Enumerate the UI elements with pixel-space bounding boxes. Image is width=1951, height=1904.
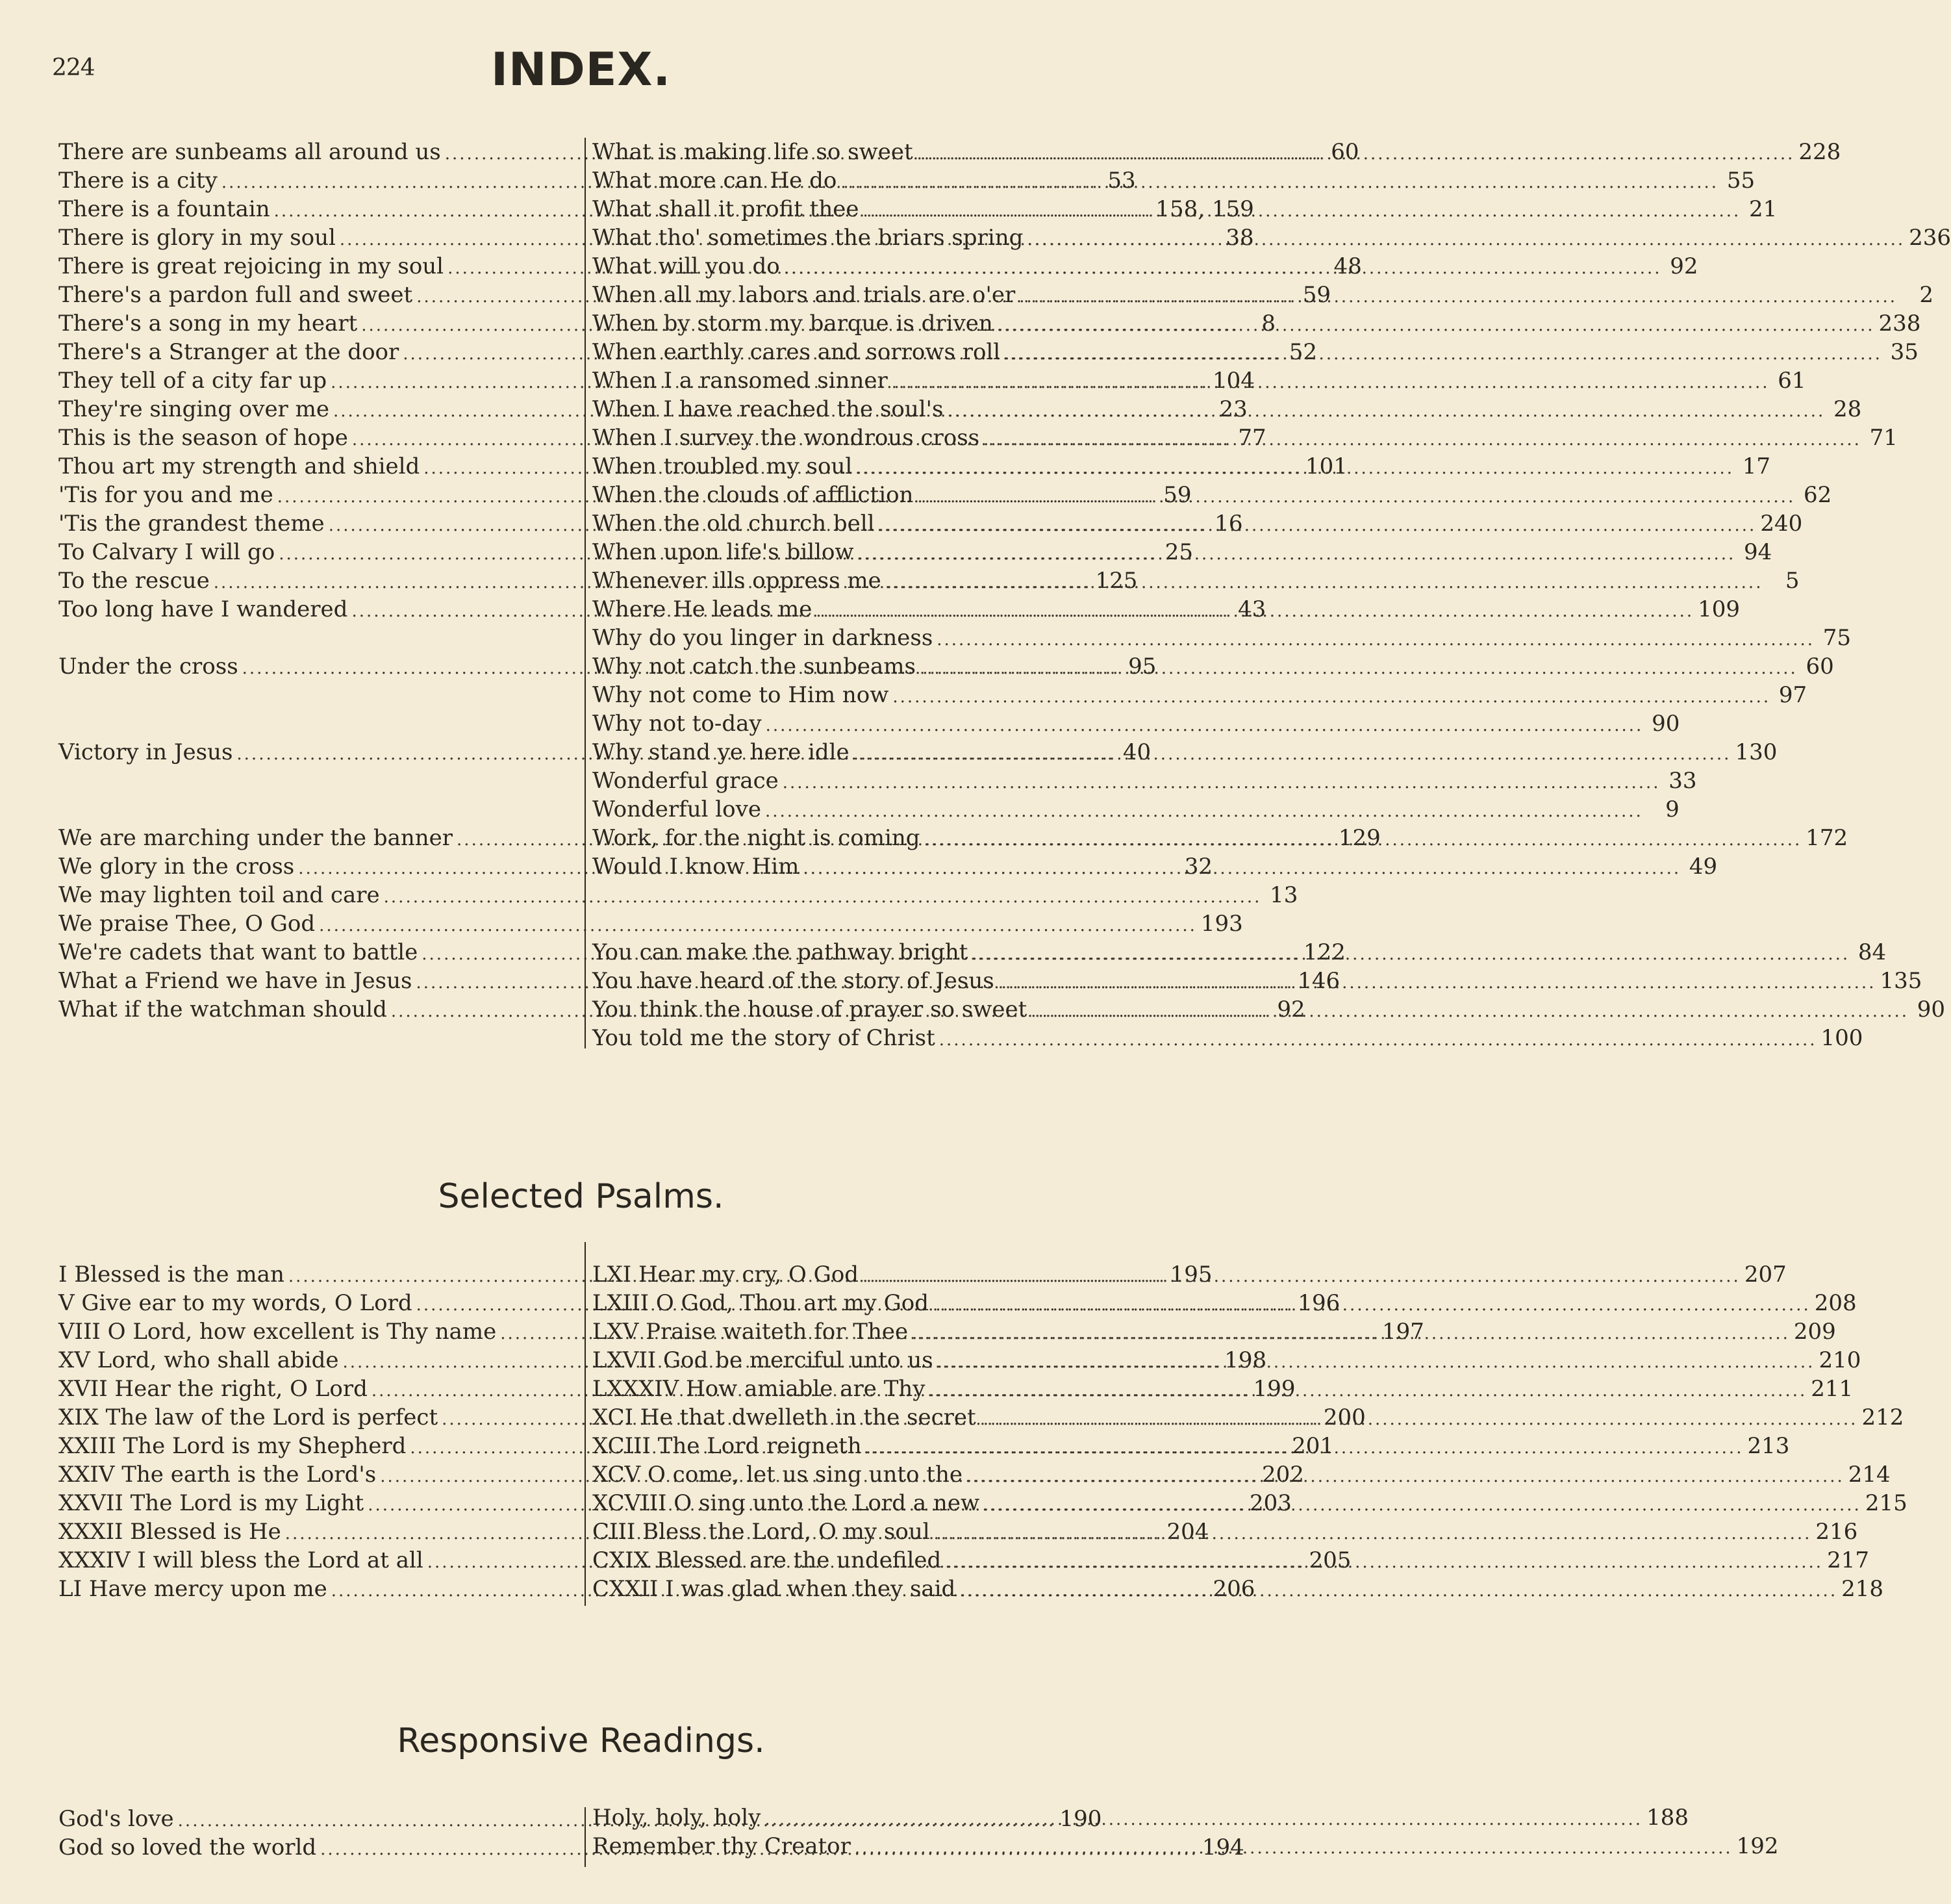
entry-page-number: 40: [1122, 739, 1152, 765]
entry-title: This is the season of hope: [58, 425, 348, 451]
index-entry: [58, 909, 1243, 938]
entry-title: XXVII The Lord is my Light: [58, 1490, 364, 1516]
entry-page-number: 43: [1237, 596, 1266, 622]
dot-leader: [1031, 997, 1909, 1026]
entry-title: You have heard of the story of Jesus: [592, 968, 994, 994]
entry-page-number: 90: [1917, 996, 1946, 1022]
dot-leader: [998, 969, 1876, 997]
entry-page-number: 2: [1919, 282, 1933, 308]
entry-title: We praise Thee, O God: [58, 911, 316, 937]
entry-title: There is glory in my soul: [58, 225, 336, 251]
dot-leader: [929, 1377, 1807, 1405]
entry-title: XCI He that dwelleth in the secret: [592, 1404, 976, 1430]
entry-page-number: 236: [1909, 225, 1951, 251]
entry-title: Wonderful love: [592, 796, 761, 822]
entry-title: Too long have I wandered: [58, 596, 348, 622]
entry-title: They tell of a city far up: [58, 368, 327, 394]
entry-page-number: 228: [1798, 139, 1841, 165]
dot-leader: [933, 1291, 1811, 1319]
entry-page-number: 62: [1803, 482, 1832, 508]
entry-title: When the old church bell: [592, 511, 875, 537]
dot-leader: [972, 940, 1850, 969]
entry-title: When all my labors and trials are o'er: [592, 282, 1016, 308]
entry-page-number: 206: [1213, 1576, 1255, 1602]
dot-leader: [1027, 225, 1905, 254]
entry-page-number: 129: [1338, 825, 1381, 851]
index-entry: [592, 681, 1807, 709]
entry-page-number: 8: [1261, 311, 1276, 336]
entry-title: XXXII Blessed is He: [58, 1519, 281, 1545]
readings-heading: Responsive Readings.: [397, 1721, 765, 1760]
entry-page-number: 97: [1778, 682, 1807, 708]
entry-title: When I have reached the soul's: [592, 396, 944, 422]
entry-title: When I survey the wondrous cross: [592, 425, 980, 451]
entry-page-number: 109: [1698, 596, 1741, 622]
page-number: 224: [52, 55, 95, 81]
entry-page-number: 207: [1744, 1262, 1787, 1288]
entry-page-number: 238: [1878, 311, 1921, 336]
entry-page-number: 55: [1726, 168, 1756, 194]
dot-leader: [1019, 283, 1897, 311]
entry-page-number: 213: [1747, 1433, 1790, 1459]
entry-title: VIII O Lord, how excellent is Thy name: [58, 1319, 497, 1345]
entry-title: LXVII God be merciful unto us: [592, 1347, 933, 1373]
column-divider: [585, 1242, 586, 1606]
entry-page-number: 158, 159: [1155, 196, 1254, 222]
entry-page-number: 100: [1820, 1025, 1863, 1051]
dot-leader: [937, 1348, 1815, 1377]
dot-leader: [764, 1805, 1643, 1834]
dot-leader: [853, 740, 1731, 768]
entry-title: Where He leads me: [592, 596, 812, 622]
entry-page-number: 198: [1224, 1347, 1267, 1373]
entry-title: There's a pardon full and sweet: [58, 282, 413, 308]
entry-title: We may lighten toil and care: [58, 882, 380, 908]
entry-title: Work, for the night is coming: [592, 825, 920, 851]
dot-leader: [980, 1405, 1858, 1434]
entry-page-number: 52: [1289, 339, 1318, 365]
entry-page-number: 217: [1827, 1547, 1869, 1573]
entry-page-number: 122: [1303, 939, 1346, 965]
entry-title: XCVIII O sing unto the Lord a new: [592, 1490, 980, 1516]
psalms-heading: Selected Psalms.: [438, 1177, 724, 1216]
entry-title: V Give ear to my words, O Lord: [58, 1290, 412, 1316]
entry-page-number: 71: [1869, 425, 1898, 451]
entry-title: They're singing over me: [58, 396, 329, 422]
entry-title: There are sunbeams all around us: [58, 139, 441, 165]
entry-page-number: 172: [1806, 825, 1848, 851]
dot-leader: [885, 568, 1763, 597]
dot-leader: [892, 368, 1770, 397]
dot-leader: [783, 768, 1661, 797]
entry-page-number: 17: [1742, 453, 1770, 479]
entry-page-number: 59: [1302, 282, 1331, 308]
entry-title: Why stand ye here idle: [592, 739, 850, 765]
entry-title: You can make the pathway bright: [592, 939, 968, 965]
entry-page-number: 209: [1793, 1319, 1836, 1345]
dot-leader: [966, 1462, 1844, 1491]
dot-leader: [858, 540, 1736, 568]
entry-title: We're cadets that want to battle: [58, 939, 418, 965]
entry-title: We glory in the cross: [58, 854, 295, 880]
entry-title: When the clouds of affliction: [592, 482, 914, 508]
entry-page-number: 215: [1865, 1490, 1907, 1516]
dot-leader: [855, 1834, 1733, 1862]
entry-page-number: 13: [1270, 882, 1298, 908]
entry-title: Why not come to Him now: [592, 682, 889, 708]
entry-title: XXXIV I will bless the Lord at all: [58, 1547, 423, 1573]
entry-title: XIX The law of the Lord is perfect: [58, 1404, 438, 1430]
entry-title: What if the watchman should: [58, 996, 387, 1022]
entry-title: LXV Praise waiteth for Thee: [592, 1319, 909, 1345]
entry-title: Victory in Jesus: [58, 739, 233, 765]
entry-page-number: 202: [1261, 1462, 1304, 1488]
entry-title: What shall it profit thee: [592, 196, 859, 222]
column-divider: [585, 1807, 586, 1867]
entry-title: XCIII The Lord reigneth: [592, 1433, 862, 1459]
entry-title: What is making life so sweet: [592, 139, 913, 165]
dot-leader: [937, 626, 1815, 654]
dot-leader: [917, 483, 1795, 511]
dot-leader: [939, 1026, 1817, 1054]
entry-page-number: 5: [1785, 568, 1800, 594]
entry-page-number: 199: [1253, 1376, 1296, 1402]
entry-page-number: 203: [1249, 1490, 1292, 1516]
dot-leader: [983, 1491, 1861, 1519]
entry-title: Holy, holy, holy: [592, 1805, 761, 1831]
entry-page-number: 208: [1814, 1290, 1857, 1316]
entry-title: Why do you linger in darkness: [592, 625, 933, 651]
entry-title: XXIV The earth is the Lord's: [58, 1462, 377, 1488]
entry-page-number: 204: [1166, 1519, 1209, 1545]
index-entry: [58, 881, 1298, 909]
entry-page-number: 49: [1689, 854, 1718, 880]
entry-page-number: 193: [1200, 911, 1243, 937]
entry-title: Wonderful grace: [592, 768, 779, 794]
entry-page-number: 84: [1857, 939, 1887, 965]
entry-page-number: 205: [1309, 1547, 1352, 1573]
entry-page-number: 94: [1744, 539, 1772, 565]
index-entry: [592, 309, 1921, 338]
entry-page-number: 95: [1128, 654, 1157, 679]
dot-leader: [945, 1548, 1823, 1577]
entry-title: Would I know Him: [592, 854, 799, 880]
entry-page-number: 60: [1806, 654, 1834, 679]
entry-page-number: 195: [1170, 1262, 1213, 1288]
entry-page-number: 212: [1861, 1404, 1904, 1430]
entry-page-number: 48: [1333, 253, 1362, 279]
entry-page-number: 201: [1292, 1433, 1335, 1459]
entry-page-number: 125: [1095, 568, 1138, 594]
entry-page-number: 211: [1811, 1376, 1854, 1402]
dot-leader: [912, 1319, 1790, 1348]
entry-title: XV Lord, who shall abide: [58, 1347, 339, 1373]
entry-page-number: 194: [1202, 1834, 1244, 1860]
entry-title: We are marching under the banner: [58, 825, 453, 851]
entry-title: There is a city: [58, 168, 218, 194]
entry-title: LXIII O God, Thou art my God: [592, 1290, 929, 1316]
entry-page-number: 240: [1760, 511, 1803, 537]
dot-leader: [862, 1262, 1741, 1291]
entry-title: Whenever ills oppress me: [592, 568, 881, 594]
entry-title: XCV O come, let us sing unto the: [592, 1462, 963, 1488]
dot-leader: [863, 197, 1741, 225]
entry-page-number: 35: [1890, 339, 1919, 365]
index-entry: [592, 624, 1852, 652]
entry-page-number: 135: [1880, 968, 1922, 994]
index-entry: [592, 795, 1680, 824]
entry-title: There's a Stranger at the door: [58, 339, 399, 365]
entry-page-number: 21: [1749, 196, 1778, 222]
entry-page-number: 32: [1184, 854, 1213, 880]
entry-page-number: 92: [1670, 253, 1698, 279]
entry-page-number: 214: [1848, 1462, 1891, 1488]
entry-title: LXI Hear my cry, O God: [592, 1262, 859, 1288]
entry-page-number: 75: [1822, 625, 1852, 651]
dot-leader: [959, 1577, 1837, 1605]
entry-page-number: 188: [1646, 1805, 1689, 1831]
entry-title: 'Tis the grandest theme: [58, 511, 325, 537]
index-entry: [592, 767, 1697, 795]
entry-page-number: 210: [1819, 1347, 1861, 1373]
dot-leader: [840, 168, 1718, 197]
entry-title: CXXII I was glad when they said: [592, 1576, 956, 1602]
index-entry: [592, 709, 1680, 738]
entry-title: Why not to-day: [592, 711, 762, 737]
page-title: INDEX.: [490, 43, 672, 96]
entry-title: Why not catch the sunbeams: [592, 654, 916, 679]
dot-leader: [983, 425, 1861, 454]
dot-leader: [803, 854, 1681, 883]
entry-title: 'Tis for you and me: [58, 482, 273, 508]
entry-title: You think the house of prayer so sweet: [592, 996, 1027, 1022]
entry-title: You told me the story of Christ: [592, 1025, 935, 1051]
entry-title: To Calvary I will go: [58, 539, 275, 565]
entry-title: CXIX Blessed are the undefiled: [592, 1547, 942, 1573]
entry-page-number: 60: [1331, 139, 1359, 165]
entry-title: What a Friend we have in Jesus: [58, 968, 412, 994]
entry-page-number: 53: [1107, 168, 1136, 194]
dot-leader: [766, 711, 1644, 740]
dot-leader: [924, 826, 1802, 854]
entry-page-number: 104: [1212, 368, 1255, 394]
entry-title: CIII Bless the Lord, O my soul: [592, 1519, 930, 1545]
dot-leader: [765, 797, 1643, 826]
entry-page-number: 9: [1665, 796, 1680, 822]
dot-leader: [934, 1519, 1812, 1548]
dot-leader: [892, 683, 1770, 711]
dot-leader: [816, 597, 1694, 626]
entry-page-number: 90: [1652, 711, 1680, 737]
entry-title: There is great rejoicing in my soul: [58, 253, 444, 279]
entry-title: God so loved the world: [58, 1834, 317, 1860]
dot-leader: [997, 311, 1875, 340]
dot-leader: [784, 254, 1662, 283]
entry-page-number: 38: [1226, 225, 1254, 251]
entry-page-number: 101: [1305, 453, 1348, 479]
dot-leader: [856, 454, 1734, 483]
entry-title: God's love: [58, 1806, 174, 1832]
entry-title: I Blessed is the man: [58, 1262, 284, 1288]
entry-title: When upon life's billow: [592, 539, 854, 565]
entry-page-number: 16: [1215, 511, 1243, 537]
entry-page-number: 77: [1238, 425, 1266, 451]
entry-title: XXIII The Lord is my Shepherd: [58, 1433, 407, 1459]
entry-page-number: 25: [1164, 539, 1193, 565]
entry-page-number: 146: [1298, 968, 1341, 994]
column-divider: [585, 138, 586, 1048]
dot-leader: [920, 654, 1798, 683]
dot-leader: [866, 1434, 1744, 1462]
entry-title: To the rescue: [58, 568, 210, 594]
entry-page-number: 130: [1735, 739, 1778, 765]
entry-title: There's a song in my heart: [58, 311, 358, 336]
entry-page-number: 23: [1219, 396, 1248, 422]
entry-page-number: 216: [1815, 1519, 1858, 1545]
entry-title: When I a ransomed sinner: [592, 368, 888, 394]
entry-title: Thou art my strength and shield: [58, 453, 420, 479]
entry-page-number: 59: [1163, 482, 1192, 508]
entry-page-number: 200: [1323, 1404, 1366, 1430]
entry-page-number: 196: [1298, 1290, 1341, 1316]
entry-page-number: 190: [1059, 1806, 1102, 1832]
entry-page-number: 218: [1841, 1576, 1883, 1602]
entry-page-number: 61: [1778, 368, 1806, 394]
entry-title: What more can He do: [592, 168, 837, 194]
entry-title: There is a fountain: [58, 196, 270, 222]
entry-title: Under the cross: [58, 654, 238, 679]
entry-page-number: 28: [1833, 396, 1862, 422]
entry-title: When by storm my barque is driven: [592, 311, 993, 336]
entry-title: XVII Hear the right, O Lord: [58, 1376, 368, 1402]
dot-leader: [1004, 340, 1882, 368]
entry-title: What will you do: [592, 253, 780, 279]
entry-title: What tho' sometimes the briars spring: [592, 225, 1024, 251]
index-entry: [592, 1024, 1863, 1052]
dot-leader: [879, 511, 1757, 540]
entry-page-number: 92: [1277, 996, 1305, 1022]
entry-page-number: 33: [1668, 768, 1697, 794]
dot-leader: [947, 397, 1825, 425]
index-entry: [592, 1803, 1689, 1832]
entry-page-number: 192: [1736, 1833, 1779, 1859]
entry-title: Remember thy Creator: [592, 1833, 851, 1859]
entry-title: When troubled my soul: [592, 453, 853, 479]
entry-title: LI Have mercy upon me: [58, 1576, 327, 1602]
entry-title: When earthly cares and sorrows roll: [592, 339, 1001, 365]
entry-title: LXXXIV How amiable are Thy: [592, 1376, 925, 1402]
entry-page-number: 197: [1382, 1319, 1424, 1345]
dot-leader: [917, 140, 1795, 168]
